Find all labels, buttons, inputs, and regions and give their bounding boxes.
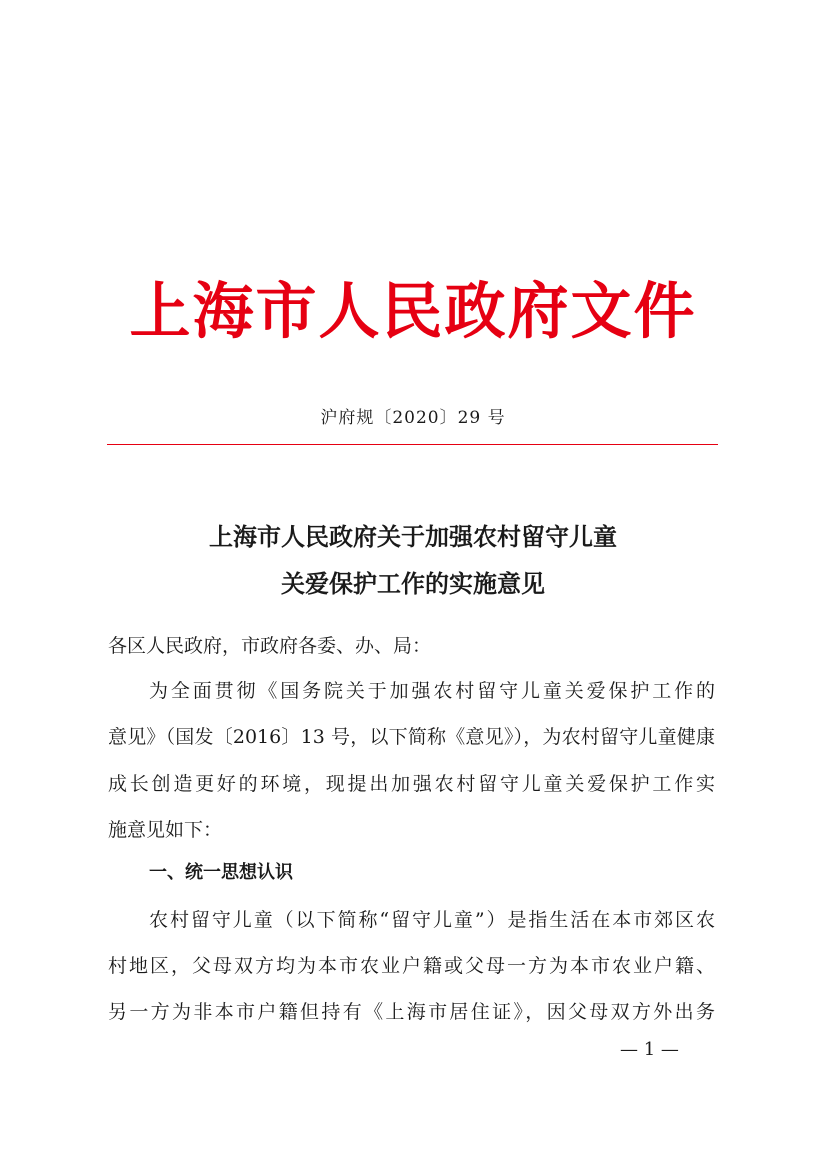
paragraph-1-line: 为全面贯彻《国务院关于加强农村留守儿童关爱保护工作的 — [149, 680, 715, 702]
paragraph-2-line: 村地区，父母双方均为本市农业户籍或父母一方为本市农业户籍、 — [108, 955, 715, 977]
doc-number: 沪府规〔2020〕29 号 — [320, 408, 506, 428]
paragraph-2-line: 另一方为非本市户籍但持有《上海市居住证》，因父母双方外出务 — [108, 1001, 715, 1023]
paragraph-1-line: 意见》（国发〔2016〕13 号，以下简称《意见》），为农村留守儿童健康 — [108, 726, 715, 748]
paragraph-1-line: 成长创造更好的环境，现提出加强农村留守儿童关爱保护工作实 — [108, 773, 715, 795]
section-heading: 一、统一思想认识 — [149, 862, 293, 883]
salutation: 各区人民政府，市政府各委、办、局： — [108, 635, 432, 657]
paragraph-2-line: 农村留守儿童（以下简称“留守儿童”）是指生活在本市郊区农 — [149, 909, 715, 931]
paragraph-1-line: 施意见如下： — [108, 819, 223, 841]
doc-title-line-1: 上海市人民政府关于加强农村留守儿童 — [209, 522, 617, 551]
page-number: — 1 — — [620, 1039, 679, 1060]
doc-title-line-2: 关爱保护工作的实施意见 — [281, 569, 545, 598]
red-divider — [107, 444, 718, 445]
header-title: 上海市人民政府文件 — [129, 276, 697, 347]
